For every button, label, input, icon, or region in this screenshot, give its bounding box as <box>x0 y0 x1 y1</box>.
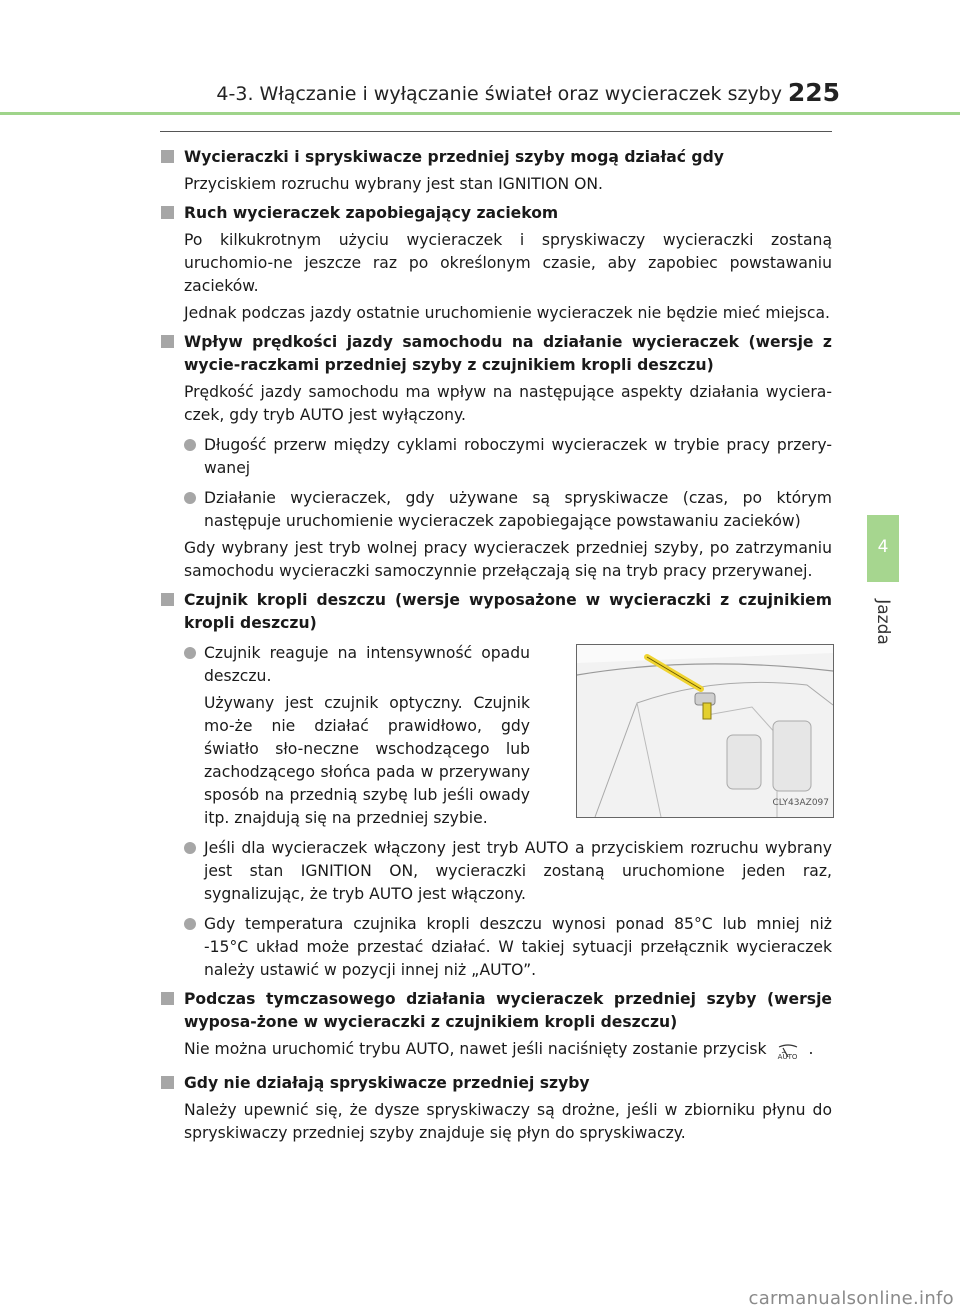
paragraph: Przyciskiem rozruchu wybrany jest stan IGNITION ON. <box>184 175 604 193</box>
bullet-item: Czujnik reaguje na intensywność opadu deszczu. <box>160 642 530 688</box>
paragraph: Gdy wybrany jest tryb wolnej pracy wycieraczek przedniej szyby, po zatrzymaniu samochodu wycieraczki samoczynnie przełączają się na tryb pracy przerywanej. <box>184 539 832 580</box>
section-heading: Gdy nie działają spryskiwacze przedniej szyby <box>160 1072 832 1095</box>
section-heading: Ruch wycieraczek zapobiegający zaciekom <box>160 202 832 225</box>
paragraph: Używany jest czujnik optyczny. Czujnik mo-że nie działać prawidłowo, gdy światło sło-neczne wschodzącego lub zachodzącego słońca pada w przerywany sposób na przednią szybę lub jeśli owady itp. znajdują się na przedniej szybie. <box>204 694 530 827</box>
header-rule <box>0 112 960 115</box>
page-header <box>0 78 840 108</box>
chapter-tab[interactable] <box>867 515 899 582</box>
paragraph-text: Nie można uruchomić trybu AUTO, nawet jeśli naciśnięty zostanie przycisk <box>184 1040 767 1058</box>
chapter-tab-number: 4 <box>877 537 889 557</box>
page-content <box>160 146 832 1145</box>
rain-sensor-illustration <box>576 644 834 818</box>
figure-code: CLY43AZ097 <box>772 798 829 808</box>
section-heading: Czujnik kropli deszczu (wersje wyposażone w wycieraczki z czujnikiem kropli deszczu) <box>160 589 832 635</box>
wiper-auto-icon <box>775 1044 801 1066</box>
auto-icon-label: AUTO <box>777 1053 798 1061</box>
rain-sensor-block <box>160 642 832 830</box>
watermark: carmanualsonline.info <box>748 1288 954 1309</box>
paragraph: Po kilkukrotnym użyciu wycieraczek i spryskiwaczy wycieraczki zostaną uruchomio-ne jeszcze raz po określonym czasie, aby zapobiec powstawaniu zacieków. <box>184 231 832 295</box>
chapter-tab-label-wrap <box>868 592 898 652</box>
paragraph: Należy upewnić się, że dysze spryskiwaczy są drożne, jeśli w zbiorniku płynu do spryskiwaczy przedniej szyby znajduje się płyn do spryskiwaczy. <box>184 1101 832 1142</box>
section-heading: Wpływ prędkości jazdy samochodu na działanie wycieraczek (wersje z wycie-raczkami przedniej szyby z czujnikiem kropli deszczu) <box>160 331 832 377</box>
paragraph: Prędkość jazdy samochodu ma wpływ na następujące aspekty działania wyciera-czek, gdy tryb AUTO jest wyłączony. <box>184 383 832 424</box>
bullet-item: Gdy temperatura czujnika kropli deszczu wynosi ponad 85°C lub mniej niż -15°C układ może przestać działać. W takiej sytuacji przełącznik wycieraczek należy ustawić w pozycji innej niż „AUTO”. <box>160 913 832 982</box>
content-top-rule <box>160 131 832 132</box>
bullet-item: Działanie wycieraczek, gdy używane są spryskiwacze (czas, po którym następuje uruchomienie wycieraczek zapobiegające powstawaniu zacieków) <box>160 487 832 533</box>
paragraph: Jednak podczas jazdy ostatnie uruchomienie wycieraczek nie będzie mieć miejsca. <box>184 304 830 322</box>
chapter-title: 4-3. Włączanie i wyłączanie świateł oraz wycieraczek szyby <box>216 83 782 105</box>
page-number: 225 <box>787 78 840 107</box>
section-heading: Podczas tymczasowego działania wycieraczek przedniej szyby (wersje wyposa-żone w wycieraczki z czujnikiem kropli deszczu) <box>160 988 832 1034</box>
paragraph-text: . <box>808 1040 814 1058</box>
chapter-tab-label: Jazda <box>873 599 893 645</box>
section-heading: Wycieraczki i spryskiwacze przedniej szyby mogą działać gdy <box>160 146 832 169</box>
paragraph <box>160 1038 832 1066</box>
bullet-item: Jeśli dla wycieraczek włączony jest tryb AUTO a przyciskiem rozruchu wybrany jest stan IGNITION ON, wycieraczki zostaną uruchomione jeden raz, sygnalizując, że tryb AUTO jest włączony. <box>160 837 832 906</box>
rain-sensor-text <box>160 642 530 830</box>
bullet-item: Długość przerw między cyklami roboczymi wycieraczek w trybie pracy przery-wanej <box>160 434 832 480</box>
